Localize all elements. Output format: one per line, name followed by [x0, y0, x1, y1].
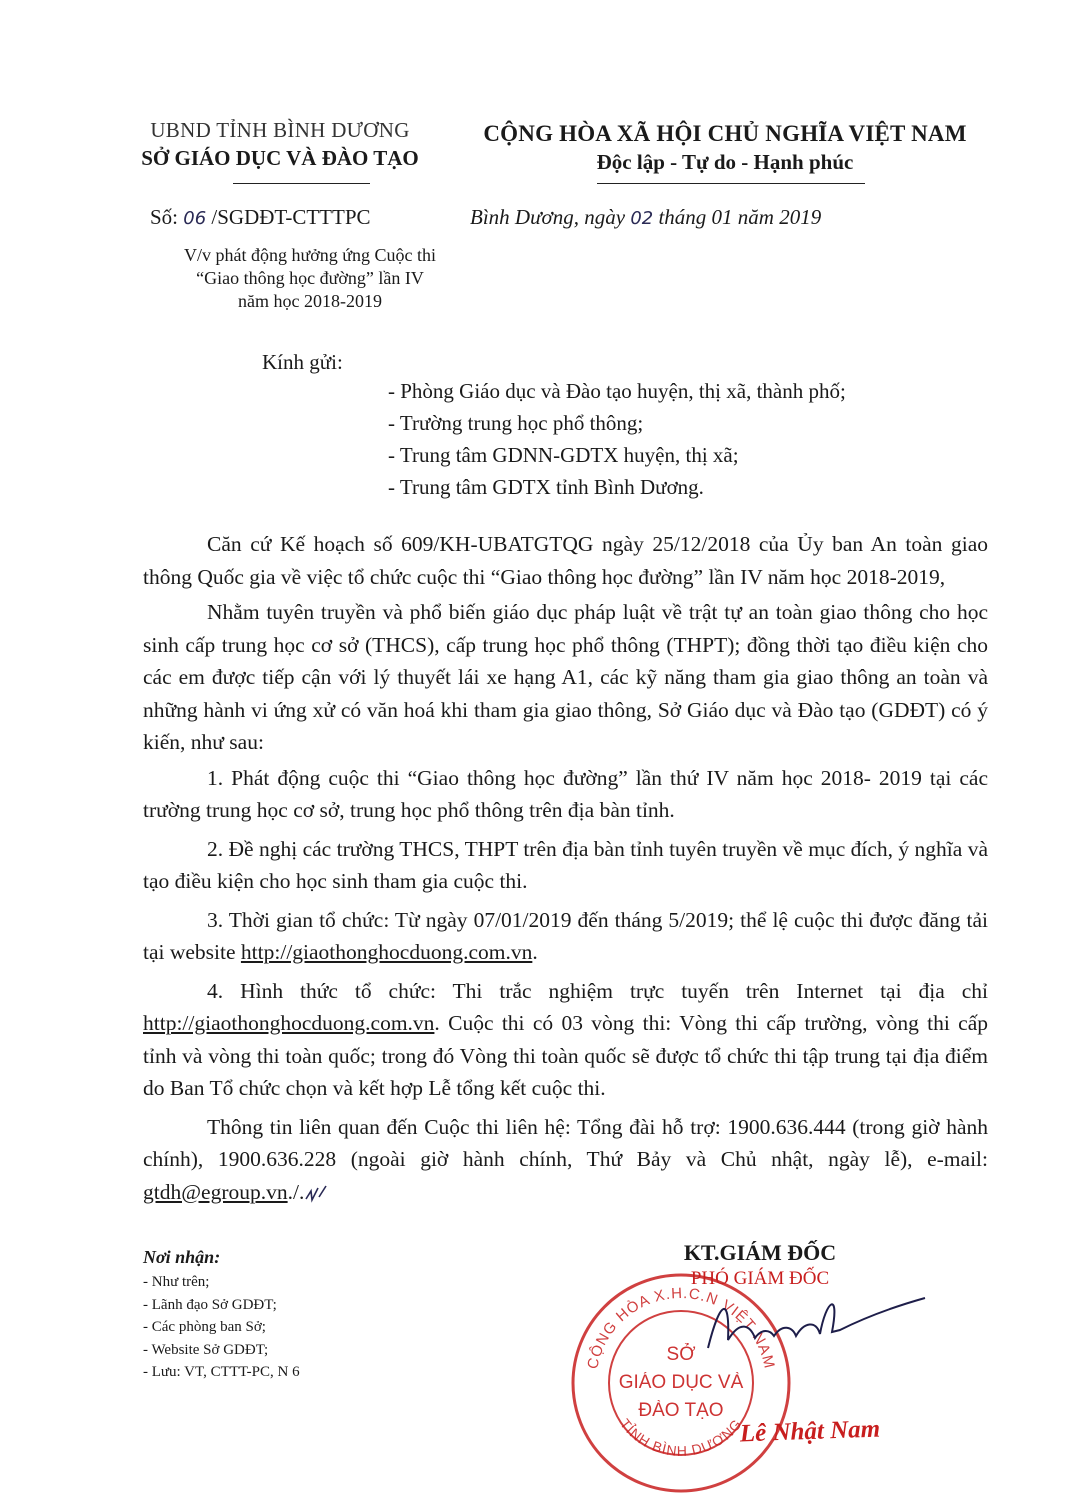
- document-subject: [160, 244, 460, 313]
- signer-subrole: PHÓ GIÁM ĐỐC: [690, 1268, 830, 1289]
- contest-website-link[interactable]: http://giaothonghocduong.com.vn: [240, 940, 533, 964]
- svg-text:ĐÀO TẠO: ĐÀO TẠO: [638, 1400, 724, 1421]
- recipient-item: - Trung tâm GDNN-GDTX huyện, thị xã;: [388, 443, 739, 467]
- header-left-divider: [233, 183, 370, 184]
- date-day-handwritten: 02: [630, 208, 654, 229]
- signer-role: KT.GIÁM ĐỐC: [683, 1240, 837, 1265]
- body-paragraph-contact: [143, 1111, 988, 1209]
- distribution-item: - Lãnh đạo Sở GDĐT;: [143, 1296, 277, 1313]
- body-paragraph-item-1: 1. Phát động cuộc thi “Giao thông học đường” lần thứ IV năm học 2018- 2019 tại các trường trung học cơ sở, trung học phổ thông trên địa bàn tỉnh.: [143, 765, 988, 822]
- item-3-text: 3. Thời gian tổ chức: Từ ngày 07/01/2019 đến tháng 5/2019; thể lệ cuộc thi được đăng tải tại website: [143, 907, 988, 964]
- distribution-item: - Lưu: VT, CTTT-PC, N 6: [143, 1364, 300, 1380]
- body-paragraph-item-4: [143, 975, 988, 1105]
- doc-number-prefix: Số:: [150, 205, 184, 229]
- subject-line: năm học 2018-2019: [238, 291, 382, 311]
- national-title: CỘNG HÒA XÃ HỘI CHỦ NGHĨA VIỆT NAM: [483, 121, 967, 146]
- svg-text:GIÁO DỤC VÀ: GIÁO DỤC VÀ: [618, 1372, 744, 1393]
- parent-organization: UBND TỈNH BÌNH DƯƠNG: [150, 118, 410, 142]
- subject-line: V/v phát động hưởng ứng Cuộc thi: [183, 245, 437, 265]
- item-4-rest: . Cuộc thi có 03 vòng thi: Vòng thi cấp trường, vòng thi cấp tỉnh và vòng thi toàn quốc; trong đó Vòng thi toàn quốc sẽ được tổ chức thi tập trung tại địa điểm do Ban Tổ chức chọn và kết hợp Lễ tổng kết cuộc thi.: [143, 1011, 988, 1100]
- recipient-item: - Trường trung học phổ thông;: [388, 411, 644, 435]
- handwritten-initial-mark: [304, 1185, 328, 1203]
- svg-text:TỈNH BÌNH DƯƠNG: TỈNH BÌNH DƯƠNG: [617, 1415, 746, 1459]
- date-suffix: tháng 01 năm 2019: [653, 205, 822, 229]
- issuing-organization: SỞ GIÁO DỤC VÀ ĐÀO TẠO: [141, 146, 419, 170]
- distribution-item: - Website Sở GDĐT;: [143, 1341, 269, 1358]
- distribution-item: - Các phòng ban Sở;: [143, 1319, 266, 1335]
- date-prefix: Bình Dương, ngày: [470, 205, 631, 229]
- header-right-divider: [597, 183, 865, 184]
- subject-line: “Giao thông học đường” lần IV: [196, 268, 424, 288]
- doc-number-handwritten: 06: [183, 208, 207, 229]
- recipient-item: - Trung tâm GDTX tỉnh Bình Dương.: [388, 475, 704, 499]
- handwritten-signature: [700, 1290, 930, 1370]
- body-paragraph-item-2: 2. Đề nghị các trường THCS, THPT trên địa bàn tỉnh tuyên truyền về mục đích, ý nghĩa và tạo điều kiện cho học sinh tham gia cuộc thi.: [143, 836, 988, 893]
- distribution-list: [143, 1271, 300, 1384]
- contact-email-link[interactable]: gtdh@egroup.vn: [143, 1179, 288, 1204]
- salutation: Kính gửi:: [262, 350, 343, 374]
- body-paragraph-basis: Căn cứ Kế hoạch số 609/KH-UBATGTQG ngày 25/12/2018 của Ủy ban An toàn giao thông Quốc gia về việc tổ chức cuộc thi “Giao thông học đường” lần IV năm học 2018-2019,: [143, 532, 988, 589]
- body-paragraph-purpose: Nhằm tuyên truyền và phổ biến giáo dục pháp luật về trật tự an toàn giao thông cho học sinh cấp trung học cơ sở (THCS), cấp trung học phổ thông (THPT); đồng thời tạo điều kiện cho các em được tiếp cận với lý thuyết lái xe hạng A1, các kỹ năng tham gia giao thông an toàn và những hành vi ứng xử có văn hoá khi tham gia giao thông, Sở Giáo dục và Đào tạo (GDĐT) có ý kiến, như sau:: [143, 600, 988, 754]
- contact-text: Thông tin liên quan đến Cuộc thi liên hệ: Tổng đài hỗ trợ: 1900.636.444 (trong giờ hành chính), 1900.636.228 (ngoài giờ hành chính, Thứ Bảy và Chủ nhật, ngày lễ), e-mail:: [143, 1114, 988, 1171]
- document-date: [470, 205, 980, 230]
- signer-name: Lê Nhật Nam: [739, 1415, 881, 1448]
- doc-number-suffix: /SGDĐT-CTTTPC: [206, 205, 371, 229]
- svg-text:CỘNG HÒA X.H.C.N VIỆT NAM: CỘNG HÒA X.H.C.N VIỆT NAM: [584, 1284, 778, 1371]
- document-number: [150, 205, 450, 230]
- contact-end: ./.: [287, 1179, 305, 1204]
- svg-text:SỞ: SỞ: [666, 1344, 696, 1365]
- contest-address-link[interactable]: http://giaothonghocduong.com.vn: [143, 1011, 435, 1035]
- recipient-item: - Phòng Giáo dục và Đào tạo huyện, thị xã, thành phố;: [388, 379, 846, 403]
- recipient-list: [388, 375, 1008, 503]
- distribution-title: Nơi nhận:: [143, 1247, 221, 1267]
- item-4-text: 4. Hình thức tổ chức: Thi trắc nghiệm trực tuyến trên Internet tại địa chỉ: [207, 978, 988, 1003]
- item-3-end: .: [532, 940, 538, 964]
- distribution-item: - Như trên;: [143, 1274, 210, 1290]
- body-paragraph-item-3: [143, 904, 988, 969]
- document-body: [143, 528, 988, 1214]
- national-motto: Độc lập - Tự do - Hạnh phúc: [596, 150, 854, 174]
